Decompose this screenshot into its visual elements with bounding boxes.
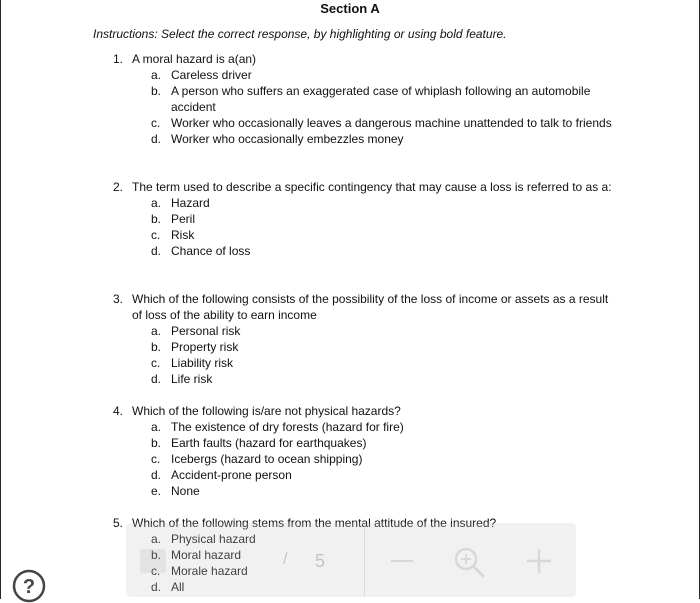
option-letter: b. [151,212,162,226]
option-letter: a. [151,420,162,434]
option-text: Physical hazard [171,532,256,546]
option-text: Hazard [171,196,210,210]
question-number: 2. [113,180,124,194]
question-number: 1. [113,52,124,66]
option-text: Risk [171,228,195,242]
question-number: 4. [113,404,124,418]
option-letter: a. [151,68,162,82]
options-list [113,67,613,147]
option-letter: a. [151,196,162,210]
option-e[interactable] [113,483,613,499]
option-d[interactable] [113,371,613,387]
svg-text:?: ? [22,576,36,598]
question-text: Which of the following stems from the mental attitude of the insured? [132,516,497,530]
question-2 [113,179,613,259]
zoom-out-icon[interactable] [391,560,413,562]
option-text: The existence of dry forests (hazard for fire) [171,420,404,434]
option-letter: c. [151,228,161,242]
option-letter: d. [151,244,162,258]
option-b[interactable] [113,211,613,227]
option-letter: b. [151,436,162,450]
page-separator: / [283,551,288,568]
option-text: A person who suffers an exaggerated case of whiplash following an automobile accident [171,84,591,114]
option-text: None [171,484,200,498]
question-text: A moral hazard is a(an) [132,52,257,66]
question-4 [113,403,613,499]
option-a[interactable] [113,419,613,435]
option-letter: b. [151,340,162,354]
option-text: Careless driver [171,68,252,82]
option-letter: c. [151,356,161,370]
option-letter: e. [151,484,162,498]
option-letter: d. [151,580,162,594]
option-text: Worker who occasionally leaves a dangerous machine unattended to talk to friends [171,116,612,130]
option-text: Personal risk [171,324,241,338]
zoom-in-icon[interactable] [452,545,486,579]
option-a[interactable] [113,67,613,83]
plus-icon[interactable] [525,547,553,575]
option-text: Chance of loss [171,244,251,258]
option-letter: c. [151,116,161,130]
option-text: Liability risk [171,356,234,370]
options-list [113,195,613,259]
option-a[interactable] [113,323,613,339]
option-text: Property risk [171,340,239,354]
question-number: 3. [113,292,124,306]
option-text: Morale hazard [171,564,248,578]
option-text: Icebergs (hazard to ocean shipping) [171,452,363,466]
option-letter: d. [151,468,162,482]
option-text: Moral hazard [171,548,242,562]
option-d[interactable] [113,243,613,259]
option-letter: a. [151,324,162,338]
option-text: Peril [171,212,196,226]
viewer-toolbar [126,523,576,597]
option-c[interactable] [113,451,613,467]
options-list [113,323,613,387]
options-list [113,419,613,499]
toolbar-divider [364,523,365,597]
option-text: Life risk [171,372,213,386]
option-text: Earth faults (hazard for earthquakes) [171,436,367,450]
help-icon[interactable] [12,569,46,603]
option-c[interactable] [113,355,613,371]
option-c[interactable] [113,115,613,131]
option-letter: d. [151,132,162,146]
question-text: Which of the following consists of the possibility of the loss of income or assets as a result of loss of the ability to earn income [132,292,609,322]
question-text: The term used to describe a specific contingency that may cause a loss is referred to as a: [132,180,612,194]
option-letter: d. [151,372,162,386]
section-title: Section A [320,1,380,16]
left-border [0,0,1,599]
option-letter: c. [151,452,161,466]
option-text: All [171,580,185,594]
question-text: Which of the following is/are not physical hazards? [132,404,401,418]
question-number: 5. [113,516,124,530]
question-1 [113,51,613,147]
option-b[interactable] [113,435,613,451]
question-3 [113,291,613,387]
option-letter: a. [151,532,162,546]
option-c[interactable] [113,227,613,243]
option-d[interactable] [113,467,613,483]
instructions-text: Instructions: Select the correct response, by highlighting or using bold feature. [93,27,507,41]
option-text: Worker who occasionally embezzles money [171,132,404,146]
option-d[interactable] [113,131,613,147]
option-b[interactable] [113,339,613,355]
option-letter: b. [151,84,162,98]
option-b[interactable] [113,83,613,115]
option-text: Accident-prone person [171,468,292,482]
option-letter: b. [151,548,162,562]
total-pages: 5 [315,551,326,571]
option-letter: c. [151,564,161,578]
option-a[interactable] [113,195,613,211]
page-number-input[interactable] [140,549,166,573]
